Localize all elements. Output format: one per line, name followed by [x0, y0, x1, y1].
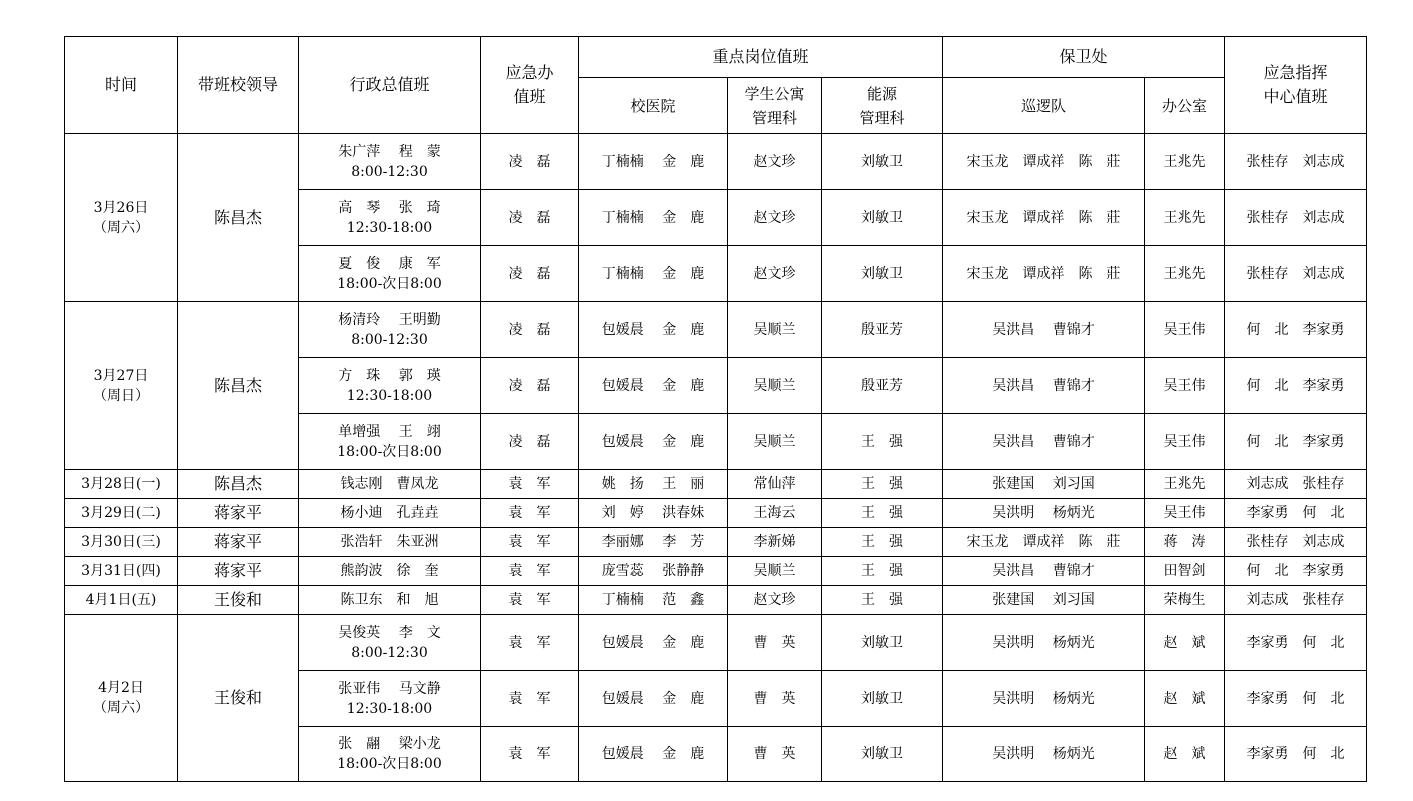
- table-row: [65, 615, 1367, 671]
- command-cell: 张桂存 刘志成: [1225, 246, 1367, 302]
- date-cell: 4月1日(五): [65, 586, 178, 615]
- clinic-cell: 包媛晨 金 鹿: [579, 358, 728, 414]
- office-cell: 吴王伟: [1145, 499, 1225, 528]
- dorm-cell: 李新娣: [728, 528, 822, 557]
- office-cell: 荣梅生: [1145, 586, 1225, 615]
- date-cell: 3月26日 （周六）: [65, 134, 178, 302]
- office-cell: 王兆先: [1145, 470, 1225, 499]
- admin-cell: 陈卫东 和 旭: [299, 586, 481, 615]
- admin-cell: 杨小迪 孔垚垚: [299, 499, 481, 528]
- table-row: [65, 528, 1367, 557]
- admin-cell: 熊韵波 徐 奎: [299, 557, 481, 586]
- clinic-cell: 刘 婷 洪春妹: [579, 499, 728, 528]
- energy-cell: 王 强: [822, 557, 943, 586]
- clinic-cell: 庞雪蕊 张静静: [579, 557, 728, 586]
- command-cell: 何 北 李家勇: [1225, 414, 1367, 470]
- date-cell: 3月29日(二): [65, 499, 178, 528]
- command-cell: 刘志成 张桂存: [1225, 470, 1367, 499]
- date-cell: 3月30日(三): [65, 528, 178, 557]
- dorm-cell: 王海云: [728, 499, 822, 528]
- emergency-cell: 袁 军: [481, 671, 579, 727]
- emergency-cell: 凌 磊: [481, 302, 579, 358]
- emergency-cell: 袁 军: [481, 470, 579, 499]
- clinic-cell: 丁楠楠 范 鑫: [579, 586, 728, 615]
- dorm-cell: 吴顺兰: [728, 414, 822, 470]
- emergency-cell: 袁 军: [481, 727, 579, 782]
- header-energy: 能源 管理科: [822, 78, 943, 134]
- emergency-cell: 凌 磊: [481, 246, 579, 302]
- dorm-cell: 吴顺兰: [728, 302, 822, 358]
- patrol-cell: 吴洪明 杨炳光: [943, 499, 1145, 528]
- dorm-cell: 赵文珍: [728, 246, 822, 302]
- duty-schedule-table: [64, 36, 1367, 782]
- clinic-cell: 包媛晨 金 鹿: [579, 615, 728, 671]
- command-cell: 张桂存 刘志成: [1225, 134, 1367, 190]
- command-cell: 李家勇 何 北: [1225, 671, 1367, 727]
- office-cell: 赵 斌: [1145, 615, 1225, 671]
- command-cell: 何 北 李家勇: [1225, 557, 1367, 586]
- patrol-cell: 吴洪明 杨炳光: [943, 727, 1145, 782]
- emergency-cell: 凌 磊: [481, 134, 579, 190]
- command-cell: 何 北 李家勇: [1225, 302, 1367, 358]
- header-time: 时间: [65, 37, 178, 134]
- emergency-cell: 凌 磊: [481, 190, 579, 246]
- clinic-cell: 丁楠楠 金 鹿: [579, 134, 728, 190]
- dorm-cell: 曹 英: [728, 727, 822, 782]
- admin-cell: 吴俊英 李 文 8:00-12:30: [299, 615, 481, 671]
- leader-cell: 陈昌杰: [178, 470, 299, 499]
- patrol-cell: 吴洪明 杨炳光: [943, 671, 1145, 727]
- dorm-cell: 曹 英: [728, 615, 822, 671]
- office-cell: 王兆先: [1145, 190, 1225, 246]
- admin-cell: 钱志刚 曹凤龙: [299, 470, 481, 499]
- patrol-cell: 张建国 刘习国: [943, 470, 1145, 499]
- table-row: [65, 499, 1367, 528]
- clinic-cell: 包媛晨 金 鹿: [579, 414, 728, 470]
- energy-cell: 刘敏卫: [822, 190, 943, 246]
- admin-cell: 夏 俊 康 军 18:00-次日8:00: [299, 246, 481, 302]
- table-row: [65, 134, 1367, 190]
- energy-cell: 王 强: [822, 414, 943, 470]
- clinic-cell: 姚 扬 王 丽: [579, 470, 728, 499]
- clinic-cell: 丁楠楠 金 鹿: [579, 246, 728, 302]
- energy-cell: 殷亚芳: [822, 358, 943, 414]
- emergency-cell: 袁 军: [481, 557, 579, 586]
- date-cell: 4月2日 （周六）: [65, 615, 178, 782]
- header-dorm: 学生公寓 管理科: [728, 78, 822, 134]
- header-emergency-office: 应急办 值班: [481, 37, 579, 134]
- patrol-cell: 宋玉龙 谭成祥 陈 莊: [943, 190, 1145, 246]
- patrol-cell: 吴洪昌 曹锦才: [943, 358, 1145, 414]
- office-cell: 王兆先: [1145, 134, 1225, 190]
- header-patrol: 巡逻队: [943, 78, 1145, 134]
- dorm-cell: 赵文珍: [728, 586, 822, 615]
- emergency-cell: 凌 磊: [481, 414, 579, 470]
- patrol-cell: 吴洪昌 曹锦才: [943, 414, 1145, 470]
- leader-cell: 王俊和: [178, 586, 299, 615]
- table-row: [65, 557, 1367, 586]
- admin-cell: 单增强 王 翊 18:00-次日8:00: [299, 414, 481, 470]
- leader-cell: 陈昌杰: [178, 302, 299, 470]
- patrol-cell: 张建国 刘习国: [943, 586, 1145, 615]
- patrol-cell: 宋玉龙 谭成祥 陈 莊: [943, 134, 1145, 190]
- patrol-cell: 吴洪昌 曹锦才: [943, 302, 1145, 358]
- header-clinic: 校医院: [579, 78, 728, 134]
- office-cell: 吴王伟: [1145, 414, 1225, 470]
- energy-cell: 刘敏卫: [822, 246, 943, 302]
- office-cell: 吴王伟: [1145, 302, 1225, 358]
- leader-cell: 蒋家平: [178, 499, 299, 528]
- clinic-cell: 包媛晨 金 鹿: [579, 727, 728, 782]
- header-office: 办公室: [1145, 78, 1225, 134]
- date-cell: 3月28日(一): [65, 470, 178, 499]
- admin-cell: 杨清玲 王明勤 8:00-12:30: [299, 302, 481, 358]
- energy-cell: 刘敏卫: [822, 727, 943, 782]
- patrol-cell: 宋玉龙 谭成祥 陈 莊: [943, 528, 1145, 557]
- command-cell: 李家勇 何 北: [1225, 727, 1367, 782]
- dorm-cell: 常仙萍: [728, 470, 822, 499]
- header-security: 保卫处: [943, 37, 1225, 78]
- leader-cell: 蒋家平: [178, 528, 299, 557]
- clinic-cell: 李丽娜 李 芳: [579, 528, 728, 557]
- clinic-cell: 丁楠楠 金 鹿: [579, 190, 728, 246]
- energy-cell: 殷亚芳: [822, 302, 943, 358]
- office-cell: 蒋 涛: [1145, 528, 1225, 557]
- dorm-cell: 曹 英: [728, 671, 822, 727]
- header-command: 应急指挥 中心值班: [1225, 37, 1367, 134]
- command-cell: 张桂存 刘志成: [1225, 190, 1367, 246]
- energy-cell: 王 强: [822, 470, 943, 499]
- admin-cell: 高 琴 张 琦 12:30-18:00: [299, 190, 481, 246]
- date-cell: 3月27日 （周日）: [65, 302, 178, 470]
- energy-cell: 王 强: [822, 528, 943, 557]
- patrol-cell: 吴洪明 杨炳光: [943, 615, 1145, 671]
- dorm-cell: 吴顺兰: [728, 557, 822, 586]
- table-row: [65, 302, 1367, 358]
- table-row: [65, 586, 1367, 615]
- office-cell: 赵 斌: [1145, 671, 1225, 727]
- command-cell: 何 北 李家勇: [1225, 358, 1367, 414]
- dorm-cell: 吴顺兰: [728, 358, 822, 414]
- emergency-cell: 凌 磊: [481, 358, 579, 414]
- admin-cell: 方 珠 郭 瑛 12:30-18:00: [299, 358, 481, 414]
- header-leader: 带班校领导: [178, 37, 299, 134]
- emergency-cell: 袁 军: [481, 615, 579, 671]
- leader-cell: 陈昌杰: [178, 134, 299, 302]
- office-cell: 王兆先: [1145, 246, 1225, 302]
- command-cell: 李家勇 何 北: [1225, 499, 1367, 528]
- header-admin: 行政总值班: [299, 37, 481, 134]
- dorm-cell: 赵文珍: [728, 134, 822, 190]
- emergency-cell: 袁 军: [481, 499, 579, 528]
- office-cell: 田智剑: [1145, 557, 1225, 586]
- admin-cell: 张 翮 梁小龙 18:00-次日8:00: [299, 727, 481, 782]
- admin-cell: 张浩轩 朱亚洲: [299, 528, 481, 557]
- clinic-cell: 包媛晨 金 鹿: [579, 302, 728, 358]
- header-key-posts: 重点岗位值班: [579, 37, 943, 78]
- energy-cell: 刘敏卫: [822, 134, 943, 190]
- dorm-cell: 赵文珍: [728, 190, 822, 246]
- command-cell: 张桂存 刘志成: [1225, 528, 1367, 557]
- date-cell: 3月31日(四): [65, 557, 178, 586]
- office-cell: 吴王伟: [1145, 358, 1225, 414]
- leader-cell: 蒋家平: [178, 557, 299, 586]
- admin-cell: 朱广萍 程 蒙 8:00-12:30: [299, 134, 481, 190]
- emergency-cell: 袁 军: [481, 528, 579, 557]
- patrol-cell: 宋玉龙 谭成祥 陈 莊: [943, 246, 1145, 302]
- patrol-cell: 吴洪昌 曹锦才: [943, 557, 1145, 586]
- energy-cell: 刘敏卫: [822, 615, 943, 671]
- office-cell: 赵 斌: [1145, 727, 1225, 782]
- command-cell: 刘志成 张桂存: [1225, 586, 1367, 615]
- leader-cell: 王俊和: [178, 615, 299, 782]
- energy-cell: 刘敏卫: [822, 671, 943, 727]
- energy-cell: 王 强: [822, 586, 943, 615]
- command-cell: 李家勇 何 北: [1225, 615, 1367, 671]
- table-row: [65, 470, 1367, 499]
- clinic-cell: 包媛晨 金 鹿: [579, 671, 728, 727]
- emergency-cell: 袁 军: [481, 586, 579, 615]
- admin-cell: 张亚伟 马文静 12:30-18:00: [299, 671, 481, 727]
- energy-cell: 王 强: [822, 499, 943, 528]
